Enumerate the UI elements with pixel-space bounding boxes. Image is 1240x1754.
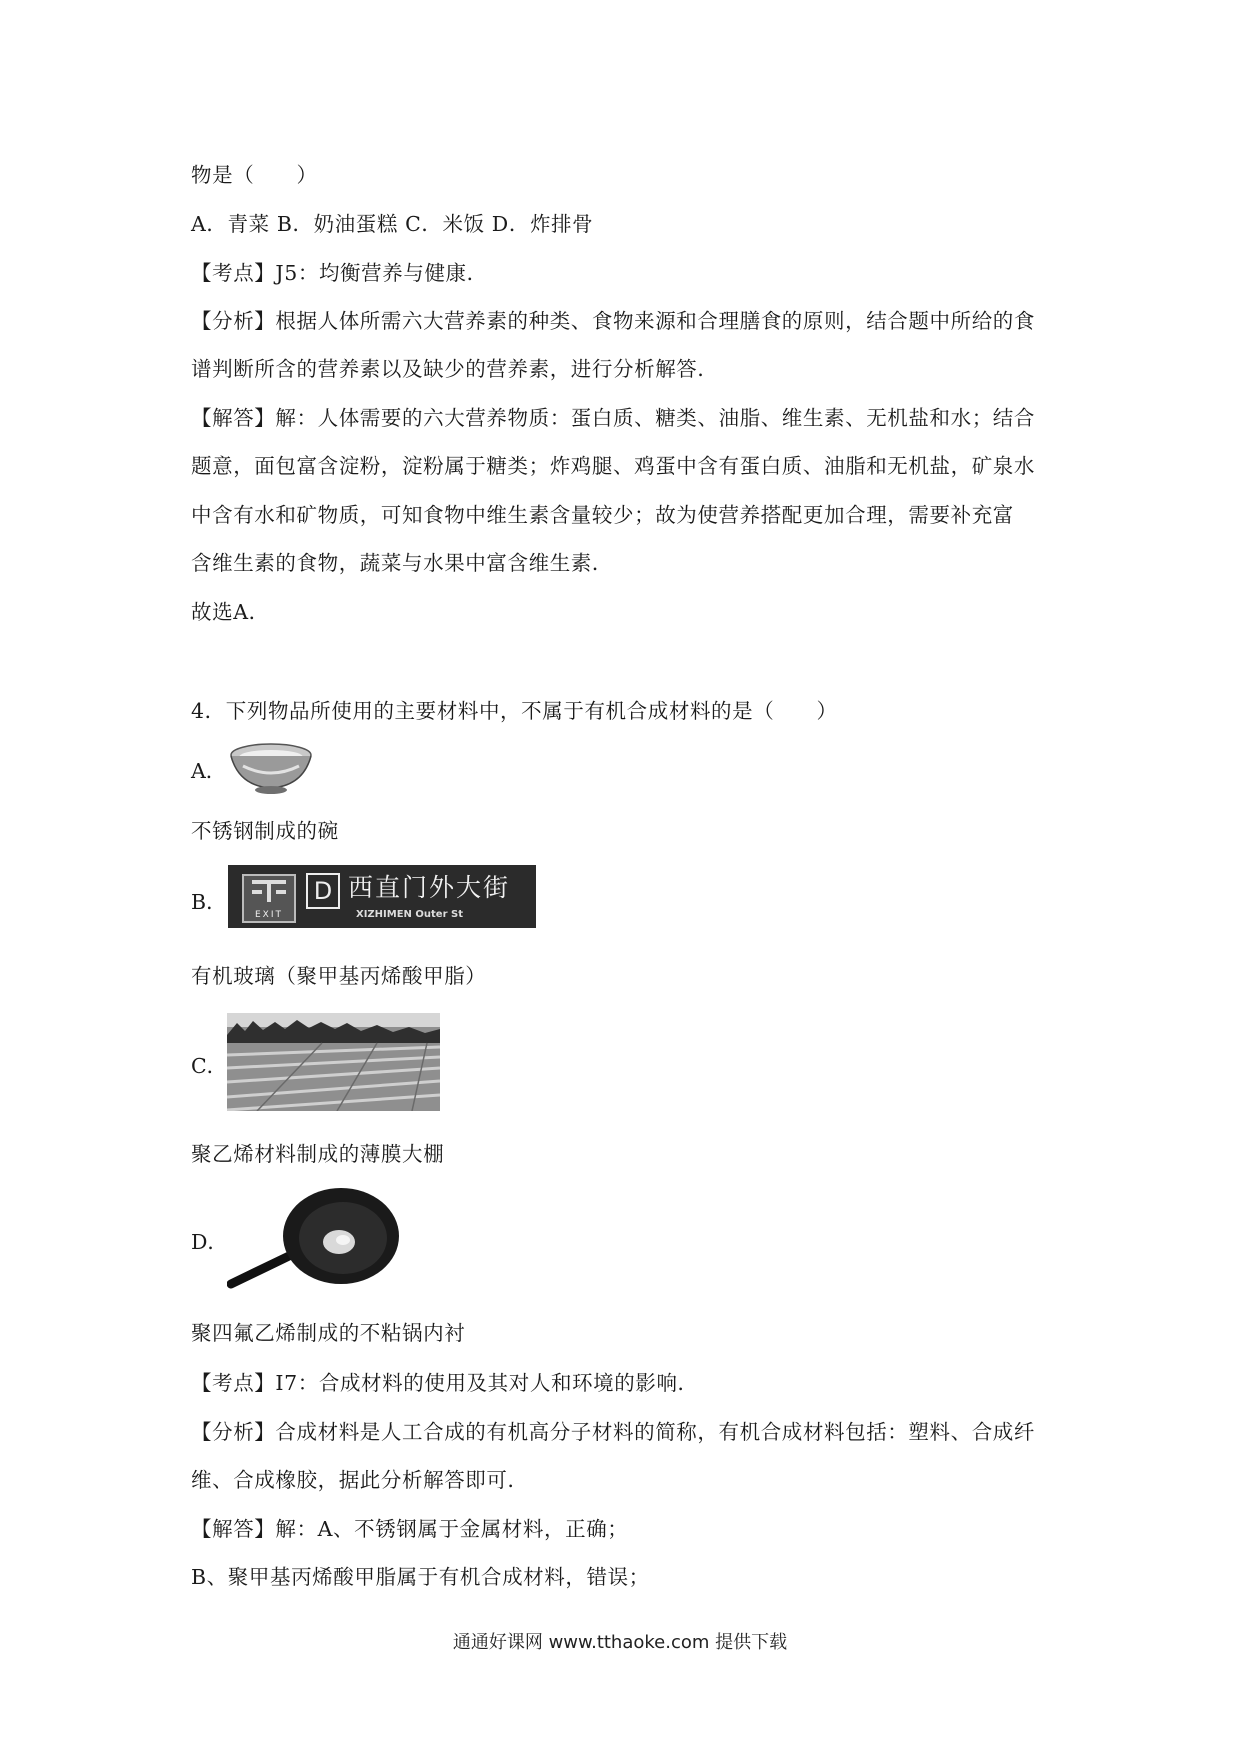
prev-fenxi-line-1: 【分析】根据人体所需六大营养素的种类、食物来源和合理膳食的原则，结合题中所给的食: [191, 309, 1035, 333]
page-footer: 通通好课网 www.tthaoke.com 提供下载: [452, 1632, 788, 1653]
option-c-caption: 聚乙烯材料制成的薄膜大棚: [191, 1142, 445, 1166]
street-name: 西直门外大街: [348, 873, 511, 902]
q4-fenxi-line-2: 维、合成橡胶，据此分析解答即可．: [191, 1468, 529, 1492]
option-d-label: D．: [191, 1230, 228, 1254]
prev-answer: 故选A．: [191, 600, 270, 624]
prev-fenxi-line-2: 谱判断所含的营养素以及缺少的营养素，进行分析解答．: [191, 357, 719, 381]
option-a-caption: 不锈钢制成的碗: [191, 819, 339, 843]
q4-fenxi-line-1: 【分析】合成材料是人工合成的有机高分子材料的简称，有机合成材料包括：塑料、合成纤: [191, 1420, 1035, 1444]
question4-stem: 4．下列物品所使用的主要材料中，不属于有机合成材料的是（ ）: [191, 699, 838, 723]
subway-logo-text: EXIT: [254, 910, 283, 920]
street-name-english: XIZHIMEN Outer St: [356, 909, 463, 920]
option-a-label: A．: [191, 759, 227, 783]
prev-jieda-line-1: 【解答】解：人体需要的六大营养物质：蛋白质、糖类、油脂、维生素、无机盐和水；结合: [191, 406, 1035, 430]
prev-kaodian: 【考点】J5：均衡营养与健康．: [191, 261, 488, 285]
prev-jieda-line-4: 含维生素的食物，蔬菜与水果中富含维生素．: [191, 551, 613, 575]
option-b-caption: 有机玻璃（聚甲基丙烯酸甲脂）: [191, 964, 487, 988]
option-d-caption: 聚四氟乙烯制成的不粘锅内衬: [191, 1321, 466, 1345]
prev-question-stem-tail: 物是（ ）: [191, 163, 318, 187]
subway-sign-image: [228, 865, 536, 928]
q4-jieda-line-1: 【解答】解：A、不锈钢属于金属材料，正确；: [191, 1517, 629, 1541]
prev-question-options: A．青菜 B．奶油蛋糕 C．米饭 D．炸排骨: [191, 212, 594, 236]
nonstick-pan-image: [227, 1184, 403, 1292]
prev-jieda-line-2: 题意，面包富含淀粉，淀粉属于糖类；炸鸡腿、鸡蛋中含有蛋白质、油脂和无机盐，矿泉水: [191, 454, 1035, 478]
q4-jieda-line-2: B、聚甲基丙烯酸甲脂属于有机合成材料，错误；: [191, 1565, 650, 1589]
option-c-label: C．: [191, 1054, 228, 1078]
subway-logo: [242, 874, 296, 923]
option-b-label: B．: [191, 890, 227, 914]
q4-kaodian: 【考点】I7：合成材料的使用及其对人和环境的影响．: [191, 1371, 699, 1395]
prev-jieda-line-3: 中含有水和矿物质，可知食物中维生素含量较少；故为使营养搭配更加合理，需要补充富: [191, 503, 1014, 527]
exit-letter: D: [306, 873, 340, 909]
greenhouse-field-image: [227, 1013, 440, 1111]
steel-bowl-image: [227, 740, 315, 796]
